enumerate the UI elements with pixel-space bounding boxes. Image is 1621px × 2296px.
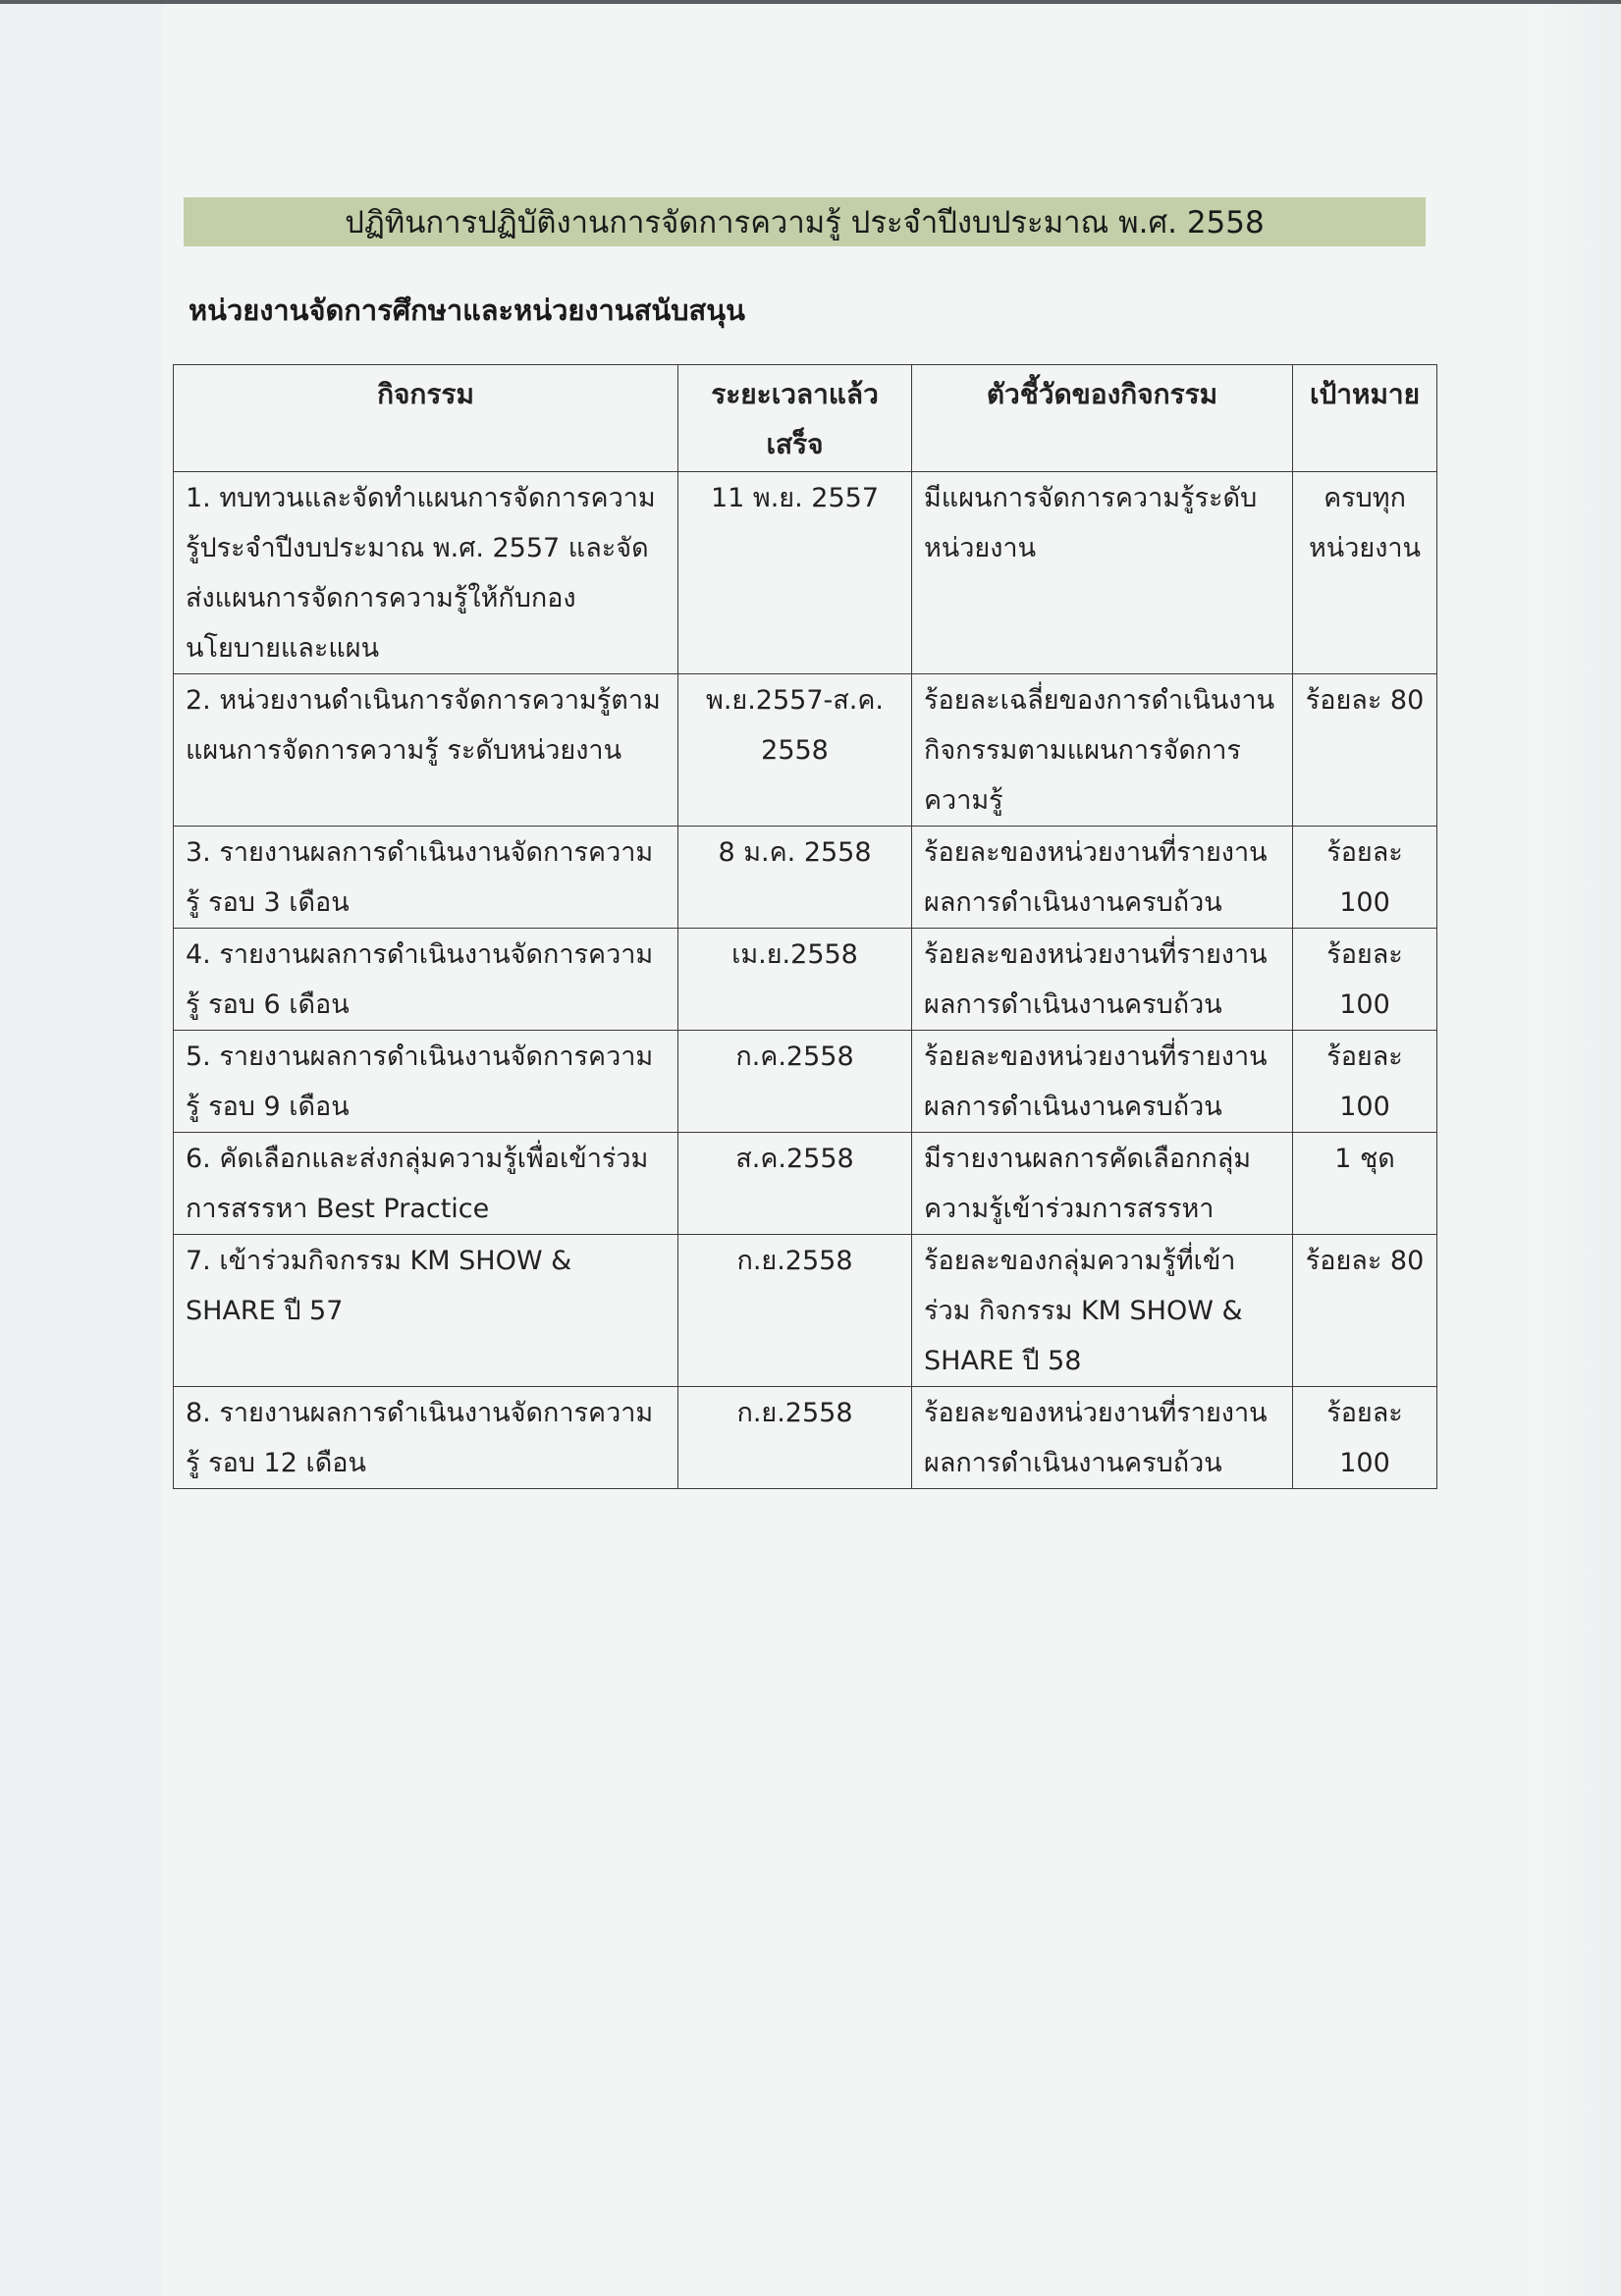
cell-target: ร้อยละ 100 [1293,1387,1437,1489]
header-time: ระยะเวลาแล้วเสร็จ [678,365,912,472]
cell-activity: 2. หน่วยงานดำเนินการจัดการความรู้ตามแผนการจัดการความรู้ ระดับหน่วยงาน [174,674,678,827]
cell-time: ก.ย.2558 [678,1235,912,1387]
header-indicator: ตัวชี้วัดของกิจกรรม [912,365,1293,472]
cell-activity: 8. รายงานผลการดำเนินงานจัดการความรู้ รอบ 12 เดือน [174,1387,678,1489]
cell-time: 8 ม.ค. 2558 [678,827,912,929]
cell-time: ก.ค.2558 [678,1031,912,1133]
header-target: เป้าหมาย [1293,365,1437,472]
table-row [174,472,1437,674]
cell-indicator: มีรายงานผลการคัดเลือกกลุ่มความรู้เข้าร่วมการสรรหา [912,1133,1293,1235]
cell-activity: 4. รายงานผลการดำเนินงานจัดการความรู้ รอบ 6 เดือน [174,929,678,1031]
table-header-row [174,365,1437,472]
cell-target: ครบทุกหน่วยงาน [1293,472,1437,674]
table-row [174,827,1437,929]
cell-activity: 7. เข้าร่วมกิจกรรม KM SHOW & SHARE ปี 57 [174,1235,678,1387]
cell-indicator: มีแผนการจัดการความรู้ระดับหน่วยงาน [912,472,1293,674]
cell-time: เม.ย.2558 [678,929,912,1031]
table-row [174,1235,1437,1387]
cell-indicator: ร้อยละเฉลี่ยของการดำเนินงานกิจกรรมตามแผนการจัดการความรู้ [912,674,1293,827]
cell-activity: 3. รายงานผลการดำเนินงานจัดการความรู้ รอบ 3 เดือน [174,827,678,929]
km-calendar-table [173,364,1437,1489]
cell-time: ส.ค.2558 [678,1133,912,1235]
cell-indicator: ร้อยละของกลุ่มความรู้ที่เข้าร่วม กิจกรรม KM SHOW & SHARE ปี 58 [912,1235,1293,1387]
table-row [174,929,1437,1031]
cell-activity: 1. ทบทวนและจัดทำแผนการจัดการความรู้ประจำปีงบประมาณ พ.ศ. 2557 และจัดส่งแผนการจัดการความรู้ให้กับกองนโยบายและแผน [174,472,678,674]
cell-target: ร้อยละ 100 [1293,1031,1437,1133]
cell-time: ก.ย.2558 [678,1387,912,1489]
cell-target: 1 ชุด [1293,1133,1437,1235]
cell-activity: 5. รายงานผลการดำเนินงานจัดการความรู้ รอบ 9 เดือน [174,1031,678,1133]
cell-indicator: ร้อยละของหน่วยงานที่รายงานผลการดำเนินงานครบถ้วน [912,929,1293,1031]
cell-target: ร้อยละ 100 [1293,827,1437,929]
table-row [174,1387,1437,1489]
document-title: ปฏิทินการปฏิบัติงานการจัดการความรู้ ประจำปีงบประมาณ พ.ศ. 2558 [184,197,1426,246]
table-row [174,1133,1437,1235]
cell-time: 11 พ.ย. 2557 [678,472,912,674]
cell-target: ร้อยละ 80 [1293,1235,1437,1387]
cell-target: ร้อยละ 100 [1293,929,1437,1031]
section-subheading: หน่วยงานจัดการศึกษาและหน่วยงานสนับสนุน [189,294,745,327]
header-activity: กิจกรรม [174,365,678,472]
cell-indicator: ร้อยละของหน่วยงานที่รายงานผลการดำเนินงานครบถ้วน [912,1031,1293,1133]
cell-indicator: ร้อยละของหน่วยงานที่รายงานผลการดำเนินงานครบถ้วน [912,827,1293,929]
table-row [174,1031,1437,1133]
cell-target: ร้อยละ 80 [1293,674,1437,827]
cell-time: พ.ย.2557-ส.ค. 2558 [678,674,912,827]
cell-activity: 6. คัดเลือกและส่งกลุ่มความรู้เพื่อเข้าร่วมการสรรหา Best Practice [174,1133,678,1235]
cell-indicator: ร้อยละของหน่วยงานที่รายงานผลการดำเนินงานครบถ้วน [912,1387,1293,1489]
table-row [174,674,1437,827]
